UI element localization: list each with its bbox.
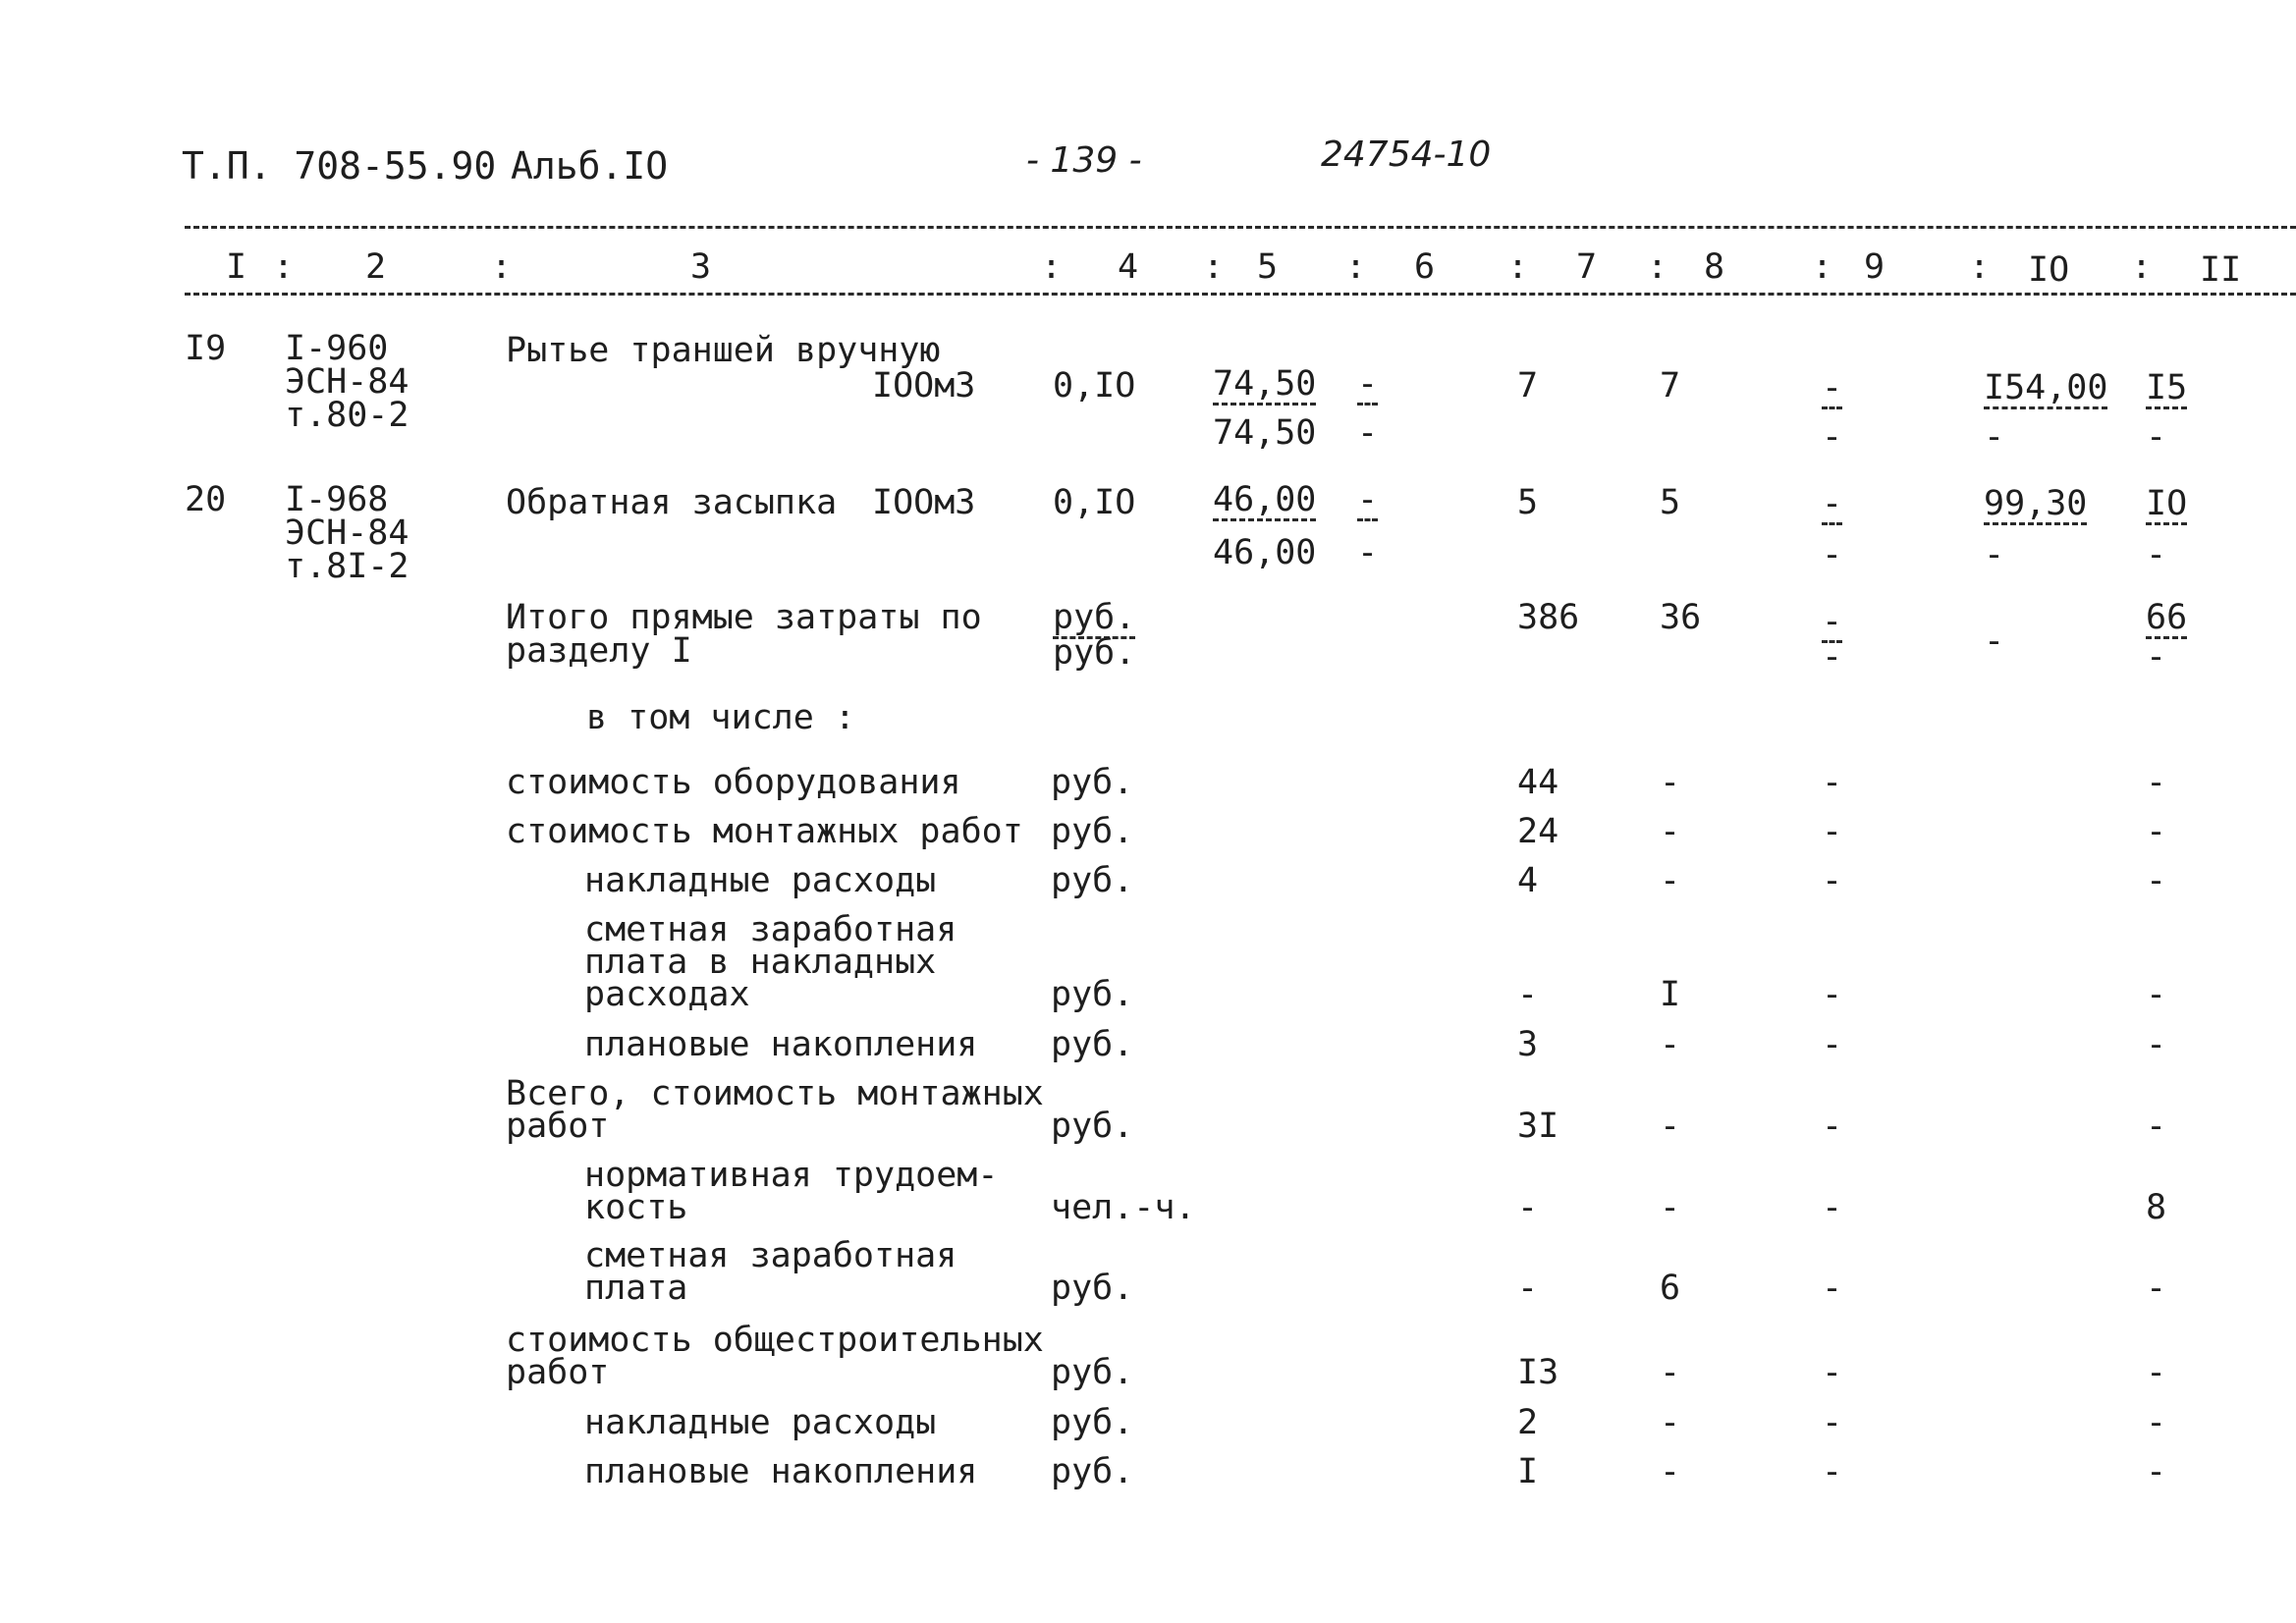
- breakdown-column-11: -: [2146, 1107, 2167, 1146]
- norm-code: I-968: [285, 480, 389, 519]
- total-column-11-sub: -: [2146, 637, 2167, 676]
- column-number-6: 6: [1414, 247, 1436, 287]
- unit-price-total: 46,00: [1213, 533, 1317, 572]
- breakdown-column-8: -: [1660, 1107, 1681, 1146]
- column-11-subvalue: -: [2146, 535, 2167, 574]
- column-8-value: 5: [1660, 483, 1681, 522]
- breakdown-label-cont: плата: [584, 1269, 688, 1308]
- unit-price: 74,50: [1213, 364, 1317, 404]
- breakdown-column-8: -: [1660, 1353, 1681, 1392]
- total-column-9-sub: -: [1822, 637, 1843, 676]
- breakdown-unit: руб.: [1051, 1269, 1134, 1308]
- header-bottom-rule: [185, 293, 2296, 296]
- column-separator: :: [1203, 247, 1225, 287]
- column-6-subvalue: -: [1357, 533, 1379, 572]
- breakdown-label: сметная заработная: [584, 910, 957, 949]
- breakdown-column-8: -: [1660, 1188, 1681, 1227]
- column-6-value: -: [1357, 364, 1379, 404]
- quantity: 0,IO: [1053, 483, 1136, 522]
- total-column-7: 386: [1517, 598, 1580, 637]
- breakdown-column-7: 4: [1517, 861, 1539, 900]
- column-10-subvalue: -: [1984, 535, 2005, 574]
- breakdown-unit: руб.: [1051, 1452, 1134, 1491]
- breakdown-label: нормативная трудоем-: [584, 1156, 999, 1195]
- breakdown-column-11: 8: [2146, 1188, 2167, 1227]
- column-9-value: -: [1822, 484, 1843, 523]
- breakdown-label-cont: работ: [506, 1107, 610, 1146]
- breakdown-column-7: -: [1517, 1269, 1539, 1308]
- column-separator: :: [1345, 247, 1367, 287]
- breakdown-unit: руб.: [1051, 812, 1134, 851]
- breakdown-column-8: -: [1660, 1403, 1681, 1442]
- column-6-subvalue: -: [1357, 413, 1379, 453]
- breakdown-label: сметная заработная: [584, 1236, 957, 1275]
- column-6-value: -: [1357, 480, 1379, 519]
- row-number: 20: [185, 480, 227, 519]
- column-separator: :: [1812, 247, 1833, 287]
- breakdown-column-8: -: [1660, 763, 1681, 802]
- column-7-value: 7: [1517, 366, 1539, 406]
- breakdown-column-7: 3I: [1517, 1107, 1559, 1146]
- breakdown-column-9: -: [1822, 1188, 1843, 1227]
- breakdown-column-11: -: [2146, 1353, 2167, 1392]
- total-unit: руб.: [1053, 598, 1136, 637]
- breakdown-column-7: I3: [1517, 1353, 1559, 1392]
- column-number-2: 2: [365, 247, 387, 287]
- column-9-subvalue: -: [1822, 417, 1843, 457]
- breakdown-column-11: -: [2146, 975, 2167, 1014]
- breakdown-label: стоимость монтажных работ: [506, 812, 1023, 851]
- quantity: 0,IO: [1053, 366, 1136, 406]
- column-number-4: 4: [1118, 247, 1139, 287]
- breakdown-unit: руб.: [1051, 1025, 1134, 1064]
- breakdown-label-cont: кость: [584, 1188, 688, 1227]
- breakdown-column-9: -: [1822, 1107, 1843, 1146]
- breakdown-unit: руб.: [1051, 1107, 1134, 1146]
- breakdown-label-cont: расходах: [584, 975, 750, 1014]
- breakdown-unit: руб.: [1051, 1353, 1134, 1392]
- breakdown-column-8: -: [1660, 812, 1681, 851]
- header-top-rule: [185, 226, 2296, 229]
- total-label: Итого прямые затраты по: [506, 598, 982, 637]
- breakdown-column-7: 2: [1517, 1403, 1539, 1442]
- unit-price-total: 74,50: [1213, 413, 1317, 453]
- breakdown-column-11: -: [2146, 812, 2167, 851]
- breakdown-label-cont: работ: [506, 1353, 610, 1392]
- total-column-10: -: [1984, 622, 2005, 661]
- breakdown-column-9: -: [1822, 812, 1843, 851]
- document-reference: Т.П. 708-55.90: [182, 144, 497, 188]
- column-11-subvalue: -: [2146, 417, 2167, 457]
- breakdown-column-7: -: [1517, 975, 1539, 1014]
- breakdown-column-9: -: [1822, 1452, 1843, 1491]
- breakdown-label: Всего, стоимость монтажных: [506, 1074, 1044, 1113]
- column-number-7: 7: [1576, 247, 1598, 287]
- breakdown-column-8: 6: [1660, 1269, 1681, 1308]
- column-number-8: 8: [1704, 247, 1725, 287]
- breakdown-label: стоимость оборудования: [506, 763, 961, 802]
- column-7-value: 5: [1517, 483, 1539, 522]
- breakdown-column-9: -: [1822, 975, 1843, 1014]
- column-11-value: I5: [2146, 368, 2188, 407]
- total-column-11: 66: [2146, 598, 2188, 637]
- column-number-5: 5: [1257, 247, 1279, 287]
- breakdown-unit: руб.: [1051, 975, 1134, 1014]
- breakdown-unit: руб.: [1051, 1403, 1134, 1442]
- column-8-value: 7: [1660, 366, 1681, 406]
- column-separator: :: [2131, 247, 2153, 287]
- breakdown-column-7: 44: [1517, 763, 1559, 802]
- unit: IOOм3: [872, 483, 976, 522]
- column-separator: :: [1647, 247, 1668, 287]
- breakdown-column-7: I: [1517, 1452, 1539, 1491]
- breakdown-column-7: -: [1517, 1188, 1539, 1227]
- norm-table: т.8I-2: [285, 547, 410, 586]
- breakdown-unit: чел.-ч.: [1051, 1188, 1196, 1227]
- breakdown-column-11: -: [2146, 1452, 2167, 1491]
- breakdown-label-cont: плата в накладных: [584, 943, 937, 982]
- column-number-10: IO: [2028, 250, 2070, 290]
- column-separator: :: [491, 247, 513, 287]
- total-unit-second: руб.: [1053, 633, 1136, 673]
- breakdown-label: плановые накопления: [584, 1452, 978, 1491]
- breakdown-column-7: 24: [1517, 812, 1559, 851]
- column-number-1: I: [226, 247, 247, 287]
- breakdown-column-8: I: [1660, 975, 1681, 1014]
- column-number-11: II: [2200, 250, 2242, 290]
- breakdown-column-9: -: [1822, 763, 1843, 802]
- column-10-value: I54,00: [1984, 368, 2108, 407]
- column-separator: :: [273, 247, 295, 287]
- work-description: Обратная засыпка: [506, 483, 838, 522]
- total-label-cont: разделу I: [506, 631, 692, 671]
- breakdown-column-11: -: [2146, 1269, 2167, 1308]
- norm-table: т.80-2: [285, 396, 410, 435]
- unit: IOOм3: [872, 366, 976, 406]
- column-separator: :: [1041, 247, 1063, 287]
- breakdown-unit: руб.: [1051, 763, 1134, 802]
- breakdown-column-8: -: [1660, 861, 1681, 900]
- column-separator: :: [1969, 247, 1991, 287]
- breakdown-column-11: -: [2146, 861, 2167, 900]
- column-9-value: -: [1822, 368, 1843, 407]
- breakdown-label: плановые накопления: [584, 1025, 978, 1064]
- breakdown-column-9: -: [1822, 861, 1843, 900]
- norm-code: I-960: [285, 329, 389, 368]
- column-separator: :: [1507, 247, 1529, 287]
- breakdown-label: стоимость общестроительных: [506, 1321, 1044, 1360]
- breakdown-label: накладные расходы: [584, 861, 937, 900]
- including-label: в том числе :: [586, 698, 855, 737]
- breakdown-column-9: -: [1822, 1353, 1843, 1392]
- norm-source: ЭСН-84: [285, 514, 410, 553]
- column-10-subvalue: -: [1984, 417, 2005, 457]
- column-10-value: 99,30: [1984, 484, 2088, 523]
- breakdown-unit: руб.: [1051, 861, 1134, 900]
- column-11-value: IO: [2146, 484, 2188, 523]
- norm-source: ЭСН-84: [285, 362, 410, 402]
- work-description: Рытье траншей вручную: [506, 331, 941, 370]
- row-number: I9: [185, 329, 227, 368]
- breakdown-column-11: -: [2146, 1025, 2167, 1064]
- breakdown-column-9: -: [1822, 1025, 1843, 1064]
- breakdown-column-11: -: [2146, 763, 2167, 802]
- unit-price: 46,00: [1213, 480, 1317, 519]
- breakdown-column-7: 3: [1517, 1025, 1539, 1064]
- breakdown-column-8: -: [1660, 1452, 1681, 1491]
- column-number-3: 3: [690, 247, 712, 287]
- breakdown-column-9: -: [1822, 1269, 1843, 1308]
- breakdown-column-8: -: [1660, 1025, 1681, 1064]
- breakdown-label: накладные расходы: [584, 1403, 937, 1442]
- breakdown-column-9: -: [1822, 1403, 1843, 1442]
- column-9-subvalue: -: [1822, 535, 1843, 574]
- album-number: Альб.IO: [511, 144, 669, 188]
- column-number-9: 9: [1864, 247, 1886, 287]
- total-column-9: -: [1822, 602, 1843, 641]
- breakdown-column-11: -: [2146, 1403, 2167, 1442]
- total-column-8: 36: [1660, 598, 1702, 637]
- handwritten-code: 24754-10: [1321, 135, 1492, 175]
- page-number: - 139 -: [1026, 140, 1142, 181]
